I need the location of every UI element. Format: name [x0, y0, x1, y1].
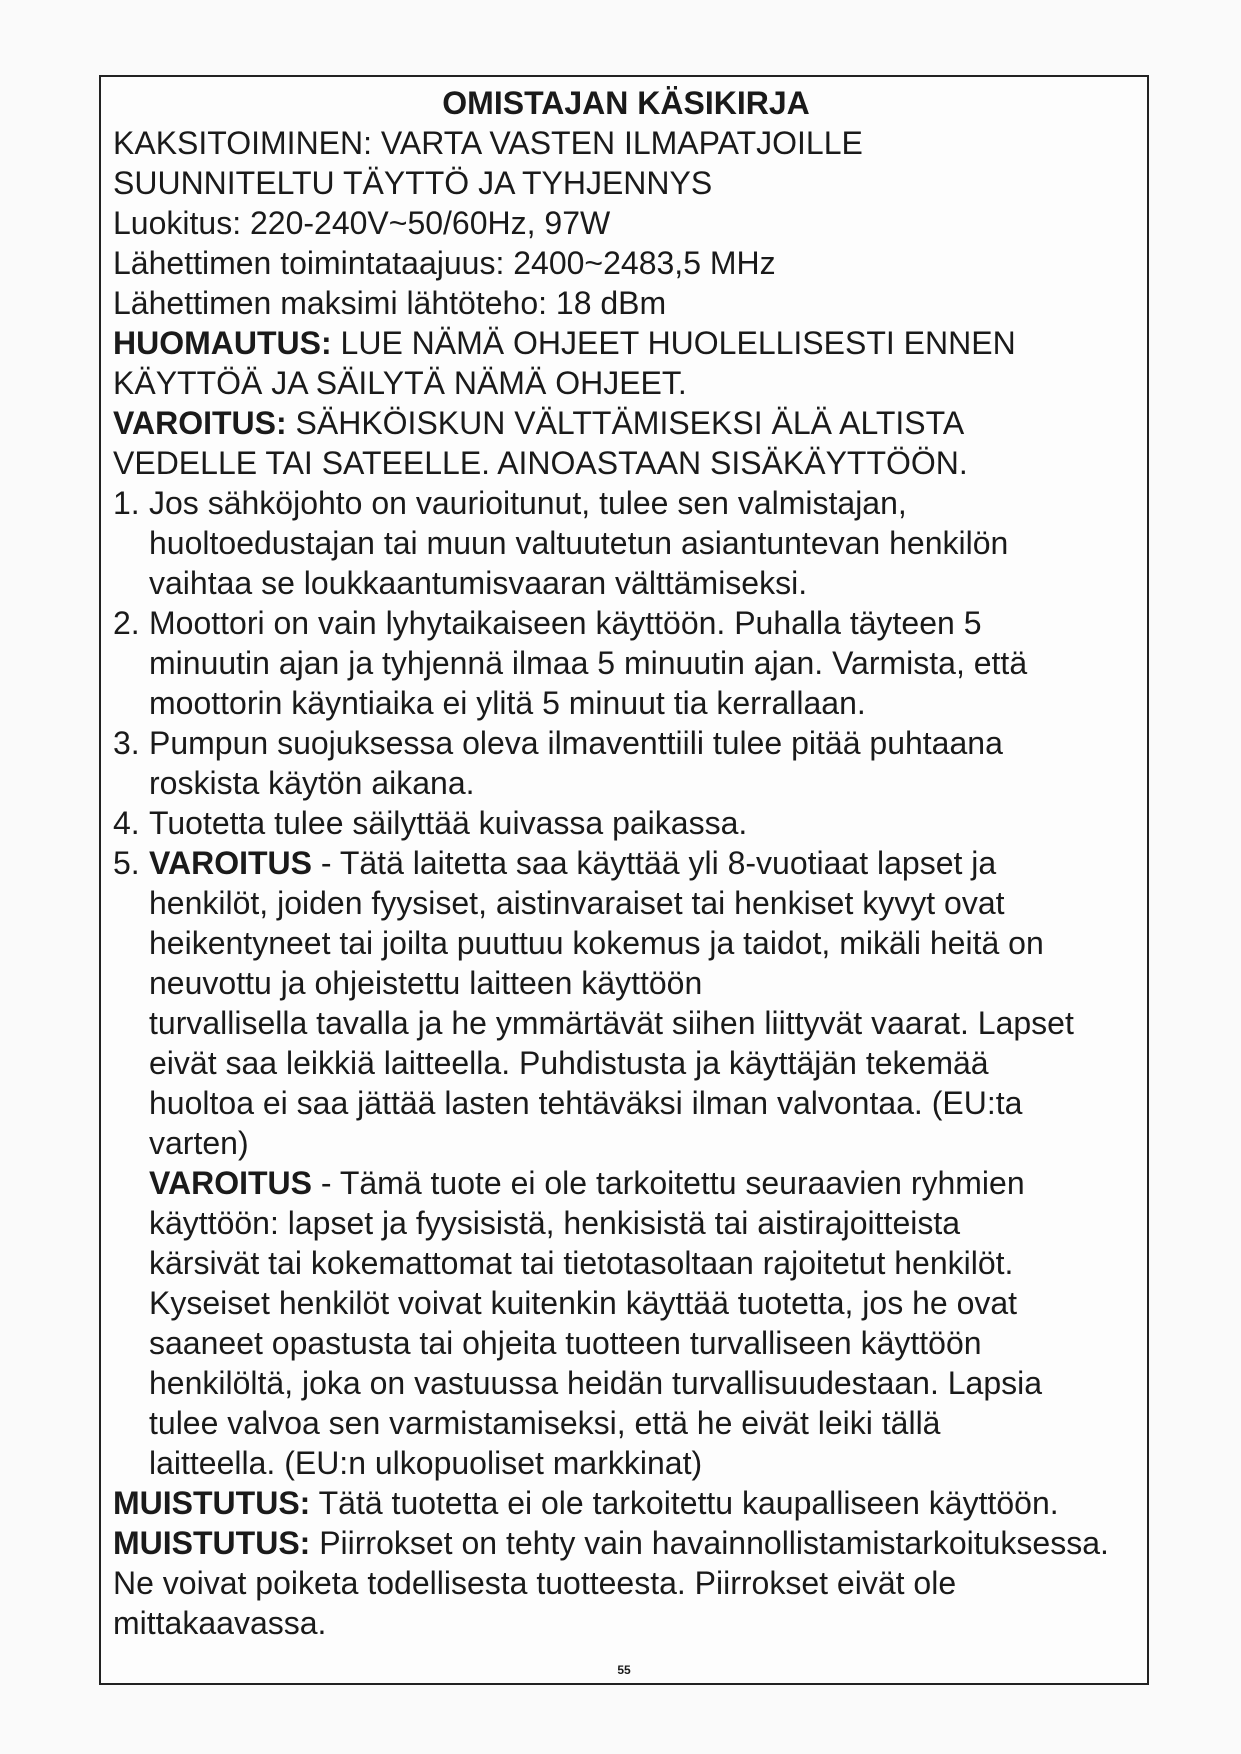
- item-line: neuvottu ja ohjeistettu laitteen käyttöön: [149, 965, 703, 1001]
- warning-label: VAROITUS:: [113, 405, 287, 441]
- notice-text-1: LUE NÄMÄ OHJEET HUOLELLISESTI ENNEN: [331, 325, 1016, 361]
- notice-line-1: [113, 323, 1139, 363]
- item-number: 2.: [113, 605, 140, 641]
- item-line: turvallisella tavalla ja he ymmärtävät siihen liittyvät vaarat. Lapset: [149, 1005, 1074, 1041]
- warning-text-1: SÄHKÖISKUN VÄLTTÄMISEKSI ÄLÄ ALTISTA: [286, 405, 965, 441]
- item-line: tulee valvoa sen varmistamiseksi, että he eivät leiki tällä: [149, 1405, 941, 1441]
- list-item-5: [113, 843, 1139, 1483]
- spec-rating: Luokitus: 220-240V~50/60Hz, 97W: [113, 205, 611, 241]
- item5-first-text: - Tätä laitetta saa käyttää yli 8-vuotiaat lapset ja: [311, 845, 997, 881]
- item-line: minuutin ajan ja tyhjennä ilmaa 5 minuutin ajan. Varmista, että: [149, 645, 1028, 681]
- subtitle-line-2: SUUNNITELTU TÄYTTÖ JA TYHJENNYS: [113, 165, 713, 201]
- item-number: 4.: [113, 805, 140, 841]
- item-line: vaihtaa se loukkaantumisvaaran välttämiseksi.: [149, 565, 808, 601]
- notice-label: HUOMAUTUS:: [113, 325, 332, 361]
- item-line: käyttöön: lapset ja fyysisistä, henkisistä tai aistirajoitteista: [149, 1205, 961, 1241]
- page-title: OMISTAJAN KÄSIKIRJA: [442, 85, 810, 121]
- item-line: kärsivät tai kokemattomat tai tietotasoltaan rajoitetut henkilöt.: [149, 1245, 1014, 1281]
- item-line: eivät saa leikkiä laitteella. Puhdistusta ja käyttäjän tekemää: [149, 1045, 989, 1081]
- list-item-1: [113, 483, 1139, 603]
- item-line: henkilöltä, joka on vastuussa heidän turvallisuudestaan. Lapsia: [149, 1365, 1043, 1401]
- item-line: huoltoedustajan tai muun valtuutetun asiantuntevan henkilön: [149, 525, 1009, 561]
- list-item-2: [113, 603, 1139, 723]
- document-frame: [99, 75, 1149, 1685]
- reminder-2-line-2: Ne voivat poiketa todellisesta tuotteesta. Piirrokset eivät ole: [113, 1565, 957, 1601]
- spec-power: Lähettimen maksimi lähtöteho: 18 dBm: [113, 285, 667, 321]
- reminder-1-text: Tätä tuotetta ei ole tarkoitettu kaupalliseen käyttöön.: [310, 1485, 1059, 1521]
- item-number: 1.: [113, 485, 140, 521]
- warning-line-2: VEDELLE TAI SATEELLE. AINOASTAAN SISÄKÄYTTÖÖN.: [113, 445, 968, 481]
- item-line: saaneet opastusta tai ohjeita tuotteen turvalliseen käyttöön: [149, 1325, 982, 1361]
- reminder-2-line-3: mittakaavassa.: [113, 1605, 327, 1641]
- reminder-1-label: MUISTUTUS:: [113, 1485, 311, 1521]
- warning-line-1: [113, 403, 1139, 443]
- item-line: varten): [149, 1125, 249, 1161]
- item5-warning2-label: VAROITUS: [149, 1165, 312, 1201]
- item-line: [149, 1163, 1139, 1203]
- reminder-2: [113, 1523, 1139, 1563]
- item-line: Pumpun suojuksessa oleva ilmaventtiili tulee pitää puhtaana: [149, 725, 1003, 761]
- item-line: moottorin käyntiaika ei ylitä 5 minuut tia kerrallaan.: [149, 685, 866, 721]
- reminder-2-label: MUISTUTUS:: [113, 1525, 311, 1561]
- item-number: 3.: [113, 725, 140, 761]
- item-line: Jos sähköjohto on vaurioitunut, tulee sen valmistajan,: [149, 485, 907, 521]
- item-line: huoltoa ei saa jättää lasten tehtäväksi ilman valvontaa. (EU:ta: [149, 1085, 1023, 1121]
- item-line: Tuotetta tulee säilyttää kuivassa paikassa.: [149, 805, 748, 841]
- item-line: roskista käytön aikana.: [149, 765, 475, 801]
- item5-warning2-first: - Tämä tuote ei ole tarkoitettu seuraavien ryhmien: [311, 1165, 1025, 1201]
- list-item-4: [113, 803, 1139, 843]
- item-line: henkilöt, joiden fyysiset, aistinvaraiset tai henkiset kyvyt ovat: [149, 885, 1005, 921]
- item5-warning-label: VAROITUS: [149, 845, 312, 881]
- document-content: [113, 83, 1139, 1643]
- reminder-2-text: Piirrokset on tehty vain havainnollistamistarkoituksessa.: [310, 1525, 1109, 1561]
- item-line: laitteella. (EU:n ulkopuoliset markkinat): [149, 1445, 703, 1481]
- item-number: 5.: [113, 845, 140, 881]
- item-line: [149, 843, 1139, 883]
- subtitle-line-1: KAKSITOIMINEN: VARTA VASTEN ILMAPATJOILLE: [113, 125, 863, 161]
- spec-frequency: Lähettimen toimintataajuus: 2400~2483,5 MHz: [113, 245, 776, 281]
- item-line: heikentyneet tai joilta puuttuu kokemus ja taidot, mikäli heitä on: [149, 925, 1044, 961]
- list-item-3: [113, 723, 1139, 803]
- item-line: Kyseiset henkilöt voivat kuitenkin käyttää tuotetta, jos he ovat: [149, 1285, 1018, 1321]
- item-line: Moottori on vain lyhytaikaiseen käyttöön. Puhalla täyteen 5: [149, 605, 982, 641]
- reminder-1: [113, 1483, 1139, 1523]
- page-number: 55: [617, 1663, 631, 1677]
- notice-line-2: KÄYTTÖÄ JA SÄILYTÄ NÄMÄ OHJEET.: [113, 365, 687, 401]
